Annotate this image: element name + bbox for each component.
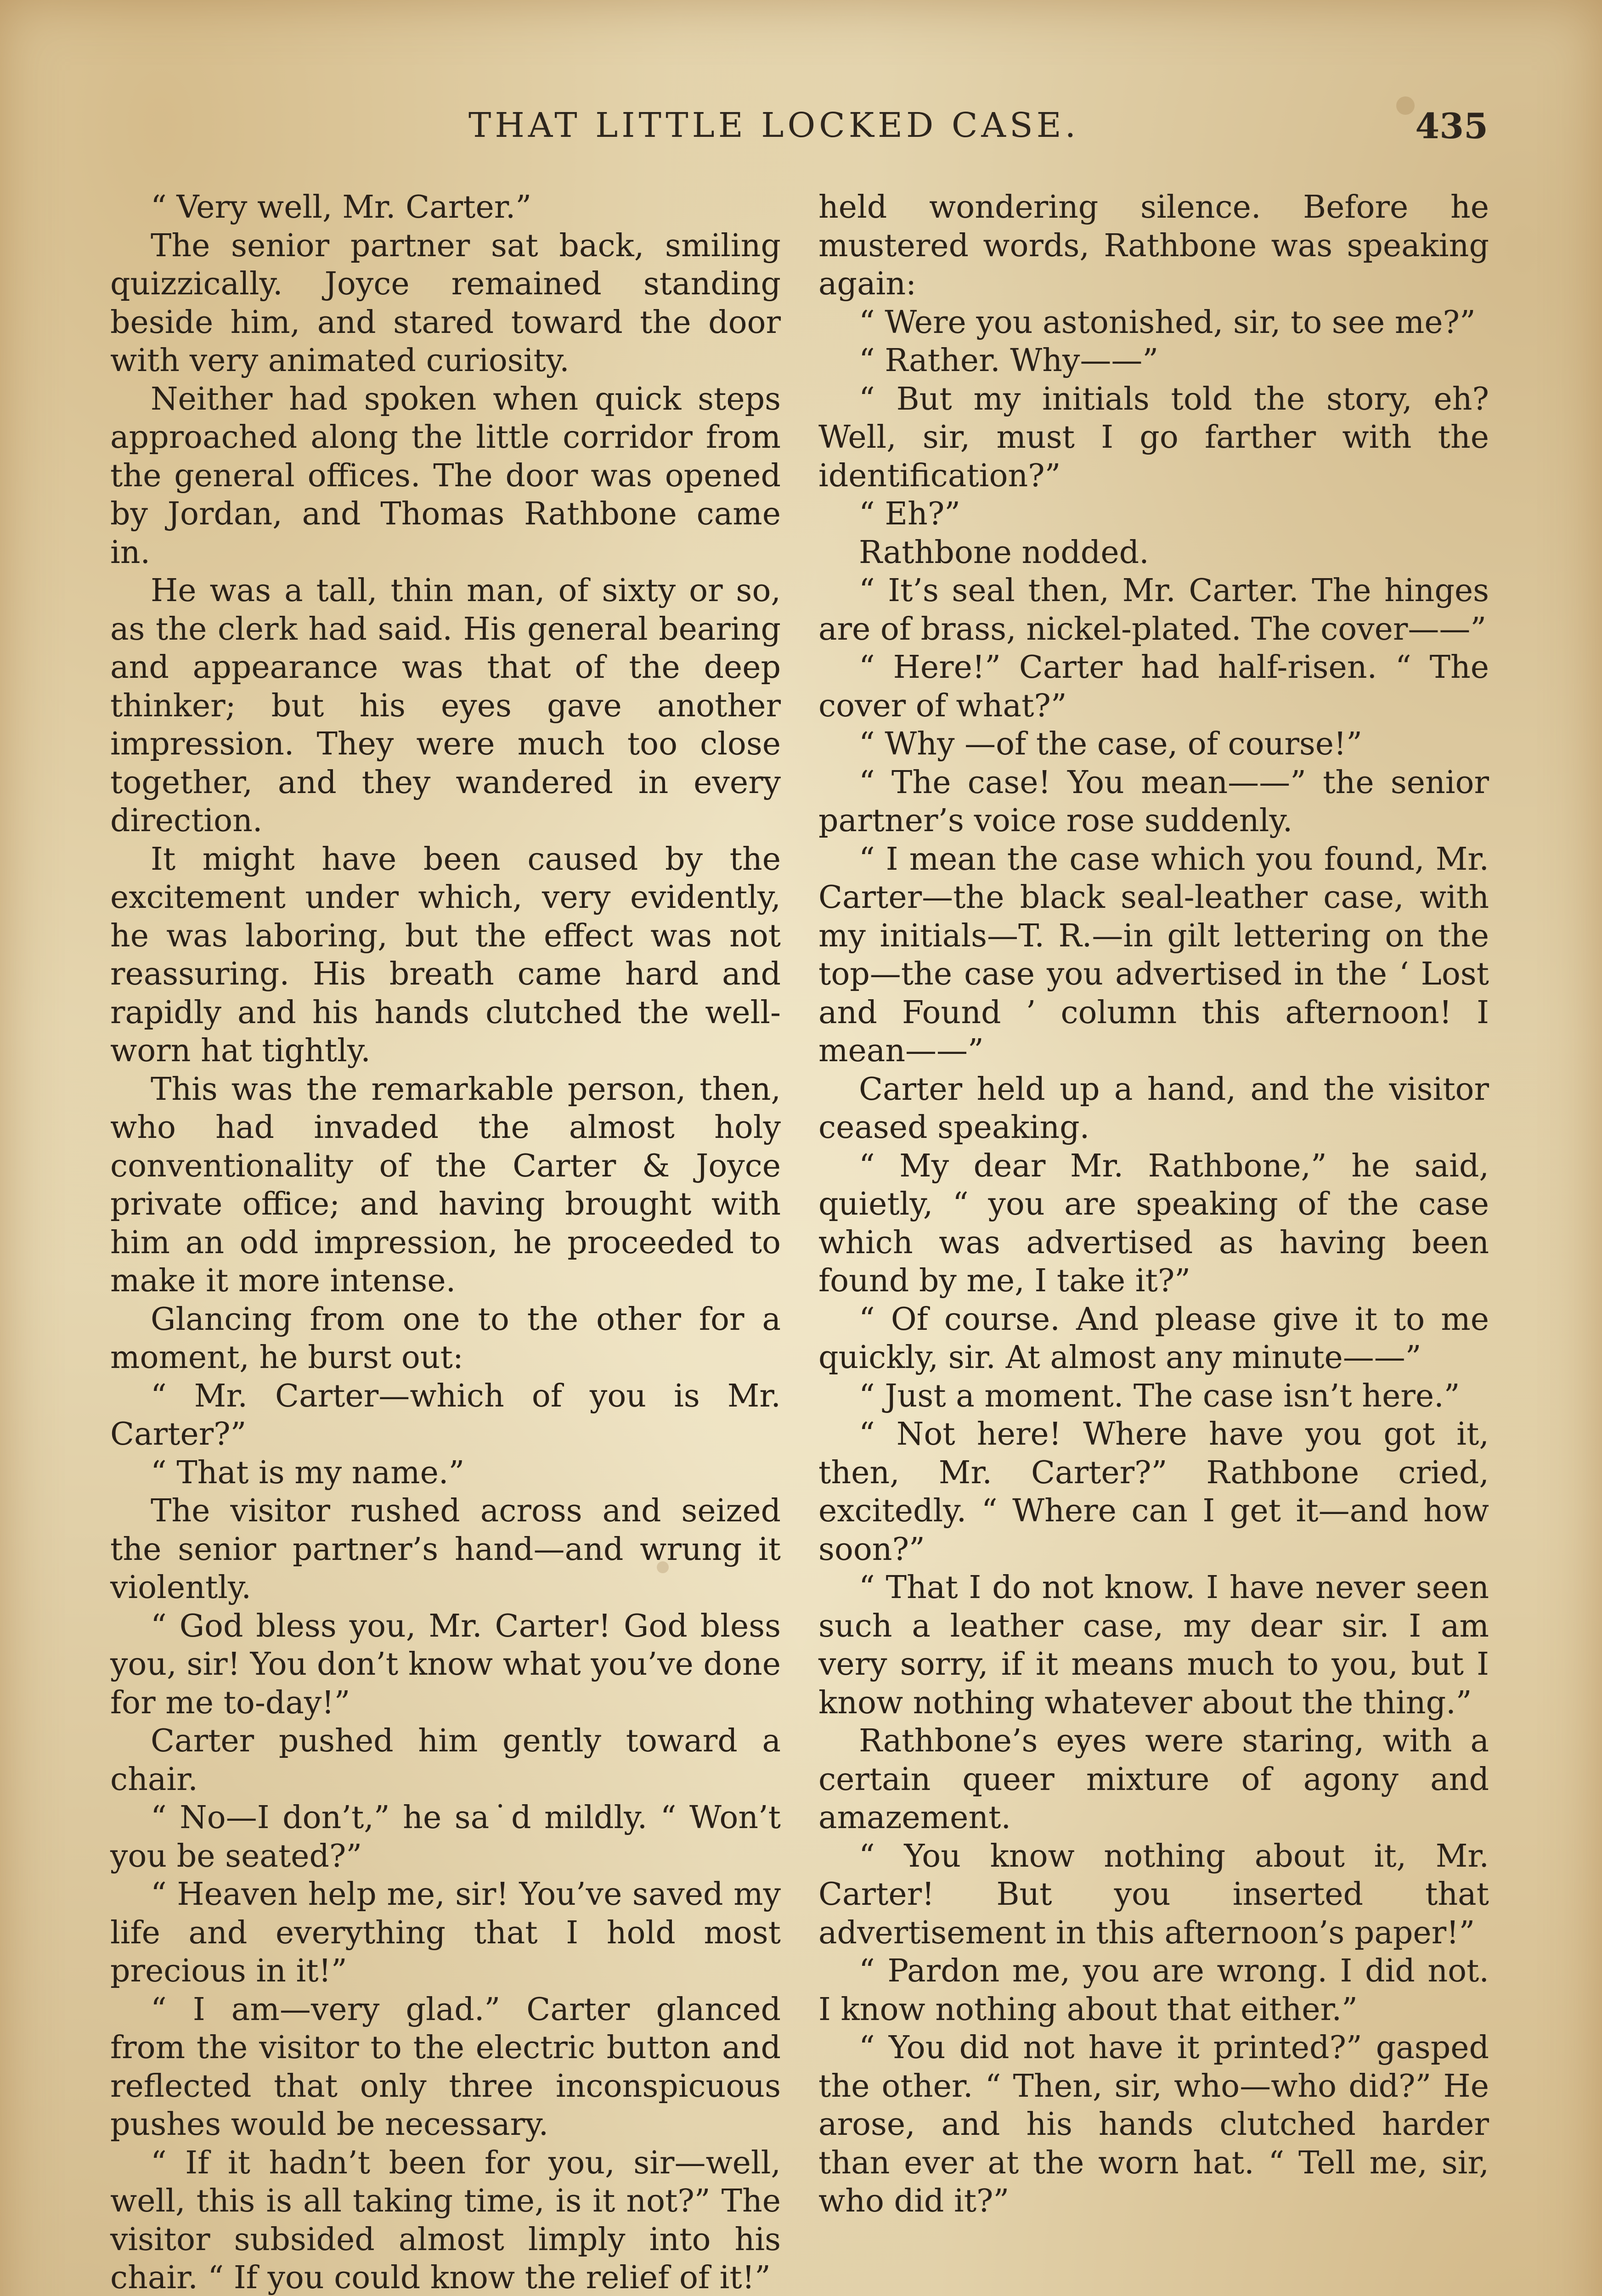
paragraph: Glancing from one to the other for a moment, he burst out: bbox=[110, 1301, 781, 1376]
paragraph: “ Of course. And please give it to me quickly, sir. At almost any minute——” bbox=[818, 1301, 1489, 1376]
paragraph: “ That I do not know. I have never seen such a leather case, my dear sir. I am very sorry, if it means much to you, but I know nothing whatever about the thing.” bbox=[818, 1570, 1489, 1721]
paragraph: This was the remarkable person, then, who had invaded the almost holy conventionality of the Carter & Joyce private office; and having brought with him an odd impression, he proceeded to make it more intense. bbox=[110, 1071, 781, 1299]
paragraph: “ Heaven help me, sir! You’ve saved my life and everything that I hold most precious in it!” bbox=[110, 1876, 781, 1989]
paragraph: “ Eh?” bbox=[859, 496, 961, 532]
paragraph: “ No—I don’t,” he sa˙d mildly. “ Won’t you be seated?” bbox=[110, 1800, 781, 1874]
paragraph: He was a tall, thin man, of sixty or so, as the clerk had said. His general bearing and appearance was that of the deep thinker; but his eyes gave another impression. They were much too close together, and they wandered in every direction. bbox=[110, 573, 781, 839]
paragraph: “ Mr. Carter—which of you is Mr. Carter?” bbox=[110, 1378, 781, 1452]
paragraph: Rathbone nodded. bbox=[859, 534, 1149, 571]
paragraph: held wondering silence. Before he mustered words, Rathbone was speaking again: bbox=[818, 189, 1489, 302]
page-header bbox=[110, 106, 1488, 161]
paragraph: “ You know nothing about it, Mr. Carter! But you inserted that advertisement in this afternoon’s paper!” bbox=[818, 1838, 1489, 1951]
paragraph: “ That is my name.” bbox=[151, 1454, 465, 1491]
paragraph: “ The case! You mean——” the senior partner’s voice rose suddenly. bbox=[818, 764, 1489, 839]
paragraph: “ Here!” Carter had half-risen. “ The cover of what?” bbox=[818, 649, 1489, 724]
paragraph: “ My dear Mr. Rathbone,” he said, quietly, “ you are speaking of the case which was advertised as having been found by me, I take it?” bbox=[818, 1148, 1489, 1299]
paragraph: “ Pardon me, you are wrong. I did not. I know nothing about that either.” bbox=[818, 1953, 1489, 2028]
paragraph: The visitor rushed across and seized the senior partner’s hand—and wrung it violently. bbox=[110, 1493, 781, 1606]
paragraph: “ God bless you, Mr. Carter! God bless you, sir! You don’t know what you’ve done for me to-day!” bbox=[110, 1608, 781, 1721]
page-number: 435 bbox=[1415, 106, 1488, 146]
paragraph: It might have been caused by the excitement under which, very evidently, he was laboring, but the effect was not reassuring. His breath came hard and rapidly and his hands clutched the well-worn hat tightly. bbox=[110, 841, 781, 1069]
paragraph: “ Very well, Mr. Carter.” bbox=[151, 189, 532, 225]
paragraph: Carter pushed him gently toward a chair. bbox=[110, 1723, 781, 1798]
paragraph: “ But my initials told the story, eh? Well, sir, must I go farther with the identification?” bbox=[818, 381, 1489, 494]
paragraph: “ Not here! Where have you got it, then, Mr. Carter?” Rathbone cried, excitedly. “ Where can I get it—and how soon?” bbox=[818, 1416, 1489, 1568]
paragraph: “ Rather. Why——” bbox=[859, 343, 1159, 379]
paragraph: “ I am—very glad.” Carter glanced from the visitor to the electric button and reflected that only three inconspicuous pushes would be necessary. bbox=[110, 1991, 781, 2143]
paragraph: “ If it hadn’t been for you, sir—well, well, this is all taking time, is it not?” The visitor subsided almost limply into his chair. “ If you could know the relief of it!” bbox=[110, 2144, 781, 2296]
paragraph: “ Just a moment. The case isn’t here.” bbox=[859, 1378, 1460, 1414]
paragraph: Rathbone’s eyes were staring, with a certain queer mixture of agony and amazement. bbox=[818, 1723, 1489, 1836]
running-title: THAT LITTLE LOCKED CASE. bbox=[468, 106, 1080, 145]
paragraph: “ Were you astonished, sir, to see me?” bbox=[859, 304, 1476, 341]
paragraph: “ You did not have it printed?” gasped the other. “ Then, sir, who—who did?” He arose, and his hands clutched harder than ever at the worn hat. “ Tell me, sir, who did it?” bbox=[818, 2030, 1489, 2219]
left-text-column bbox=[110, 188, 781, 2296]
paragraph: Neither had spoken when quick steps approached along the little corridor from the general offices. The door was opened by Jordan, and Thomas Rathbone came in. bbox=[110, 381, 781, 571]
paragraph: “ Why —of the case, of course!” bbox=[859, 726, 1363, 762]
paragraph: “ It’s seal then, Mr. Carter. The hinges are of brass, nickel-plated. The cover——” bbox=[818, 573, 1489, 647]
right-text-column bbox=[818, 188, 1489, 2221]
paragraph: “ I mean the case which you found, Mr. Carter—the black seal-leather case, with my initials—T. R.—in gilt lettering on the top—the case you advertised in the ‘ Lost and Found ’ column this afternoon! I mean——” bbox=[818, 841, 1489, 1069]
paragraph: Carter held up a hand, and the visitor ceased speaking. bbox=[818, 1071, 1489, 1146]
paragraph: The senior partner sat back, smiling quizzically. Joyce remained standing beside him, and stared toward the door with very animated curiosity. bbox=[110, 227, 781, 379]
